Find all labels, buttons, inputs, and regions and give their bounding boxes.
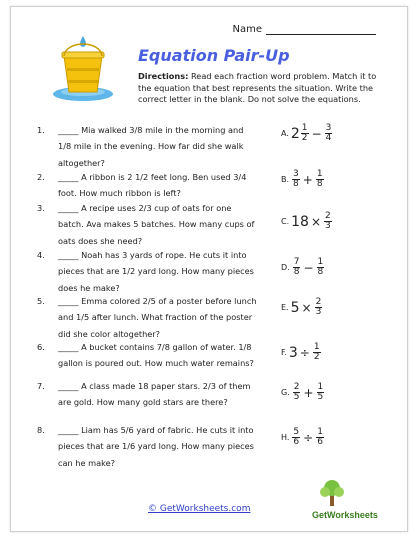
bucket-water-icon bbox=[48, 34, 118, 104]
option-e-fraction: $\frac{2}{3}$ bbox=[315, 297, 322, 317]
option-d-fraction-1: $\frac{7}{8}$ bbox=[293, 257, 300, 277]
option-a: A. 2 $\frac{1}{2}$ − $\frac{3}{4}$ bbox=[281, 123, 332, 143]
option-f: F. 3 ÷ $\frac{1}{2}$ bbox=[281, 342, 320, 362]
option-e: E. 5 × $\frac{2}{3}$ bbox=[281, 297, 322, 317]
option-g: G. $\frac{2}{5}$ + $\frac{1}{5}$ bbox=[281, 382, 324, 402]
question-8: 8. _____ Liam has 5/6 yard of fabric. He cuts it into pieces that are 1/6 yard long. How many pieces can he make? bbox=[37, 425, 254, 468]
option-a-whole: 2 bbox=[290, 125, 300, 142]
name-blank-line[interactable] bbox=[266, 24, 376, 35]
option-a-fraction-2: $\frac{3}{4}$ bbox=[325, 123, 332, 143]
option-h: H. $\frac{5}{6}$ ÷ $\frac{1}{6}$ bbox=[281, 427, 323, 447]
option-g-fraction-1: $\frac{2}{5}$ bbox=[293, 382, 300, 402]
directions-lead: Directions: bbox=[138, 71, 189, 81]
footer-link[interactable]: © GetWorksheets.com bbox=[148, 504, 251, 514]
option-a-fraction-1: $\frac{1}{2}$ bbox=[301, 123, 308, 143]
question-7: 7. _____ A class made 18 paper stars. 2/3 of them are gold. How many gold stars are there? bbox=[37, 381, 251, 408]
question-1: 1. _____ Mia walked 3/8 mile in the morning and 1/8 mile in the evening. How far did she walk altogether? bbox=[37, 125, 244, 168]
option-h-fraction-1: $\frac{5}{6}$ bbox=[293, 427, 300, 447]
directions bbox=[138, 71, 388, 106]
page-title: Equation Pair-Up bbox=[138, 46, 290, 65]
option-b-fraction-1: $\frac{3}{8}$ bbox=[293, 169, 299, 189]
option-c: C. 18 × $\frac{2}{3}$ bbox=[281, 211, 331, 231]
name-label: Name bbox=[232, 24, 262, 35]
option-d: D. $\frac{7}{8}$ − $\frac{1}{8}$ bbox=[281, 257, 324, 277]
question-3: 3. _____ A recipe uses 2/3 cup of oats for one batch. Ava makes 5 batches. How many cups of oats does she need? bbox=[37, 203, 255, 246]
option-c-fraction: $\frac{2}{3}$ bbox=[325, 211, 331, 231]
option-h-fraction-2: $\frac{1}{6}$ bbox=[317, 427, 323, 447]
option-b-fraction-2: $\frac{1}{8}$ bbox=[316, 169, 323, 189]
question-2: 2. _____ A ribbon is 2 1/2 feet long. Ben used 3/4 foot. How much ribbon is left? bbox=[37, 172, 247, 199]
option-b: B. $\frac{3}{8}$ + $\frac{1}{8}$ bbox=[281, 169, 323, 189]
option-f-fraction: $\frac{1}{2}$ bbox=[313, 342, 320, 362]
question-4: 4. _____ Noah has 3 yards of rope. He cuts it into pieces that are 1/2 yard long. How many pieces does he make? bbox=[37, 250, 254, 293]
question-5: 5. _____ Emma colored 2/5 of a poster before lunch and 1/5 after lunch. What fraction of the poster did she color altogether? bbox=[37, 296, 257, 339]
option-g-fraction-2: $\frac{1}{5}$ bbox=[317, 382, 324, 402]
name-field bbox=[232, 24, 376, 35]
option-d-fraction-2: $\frac{1}{8}$ bbox=[317, 257, 324, 277]
brand-text: GetWorksheets bbox=[312, 510, 378, 520]
getworksheets-logo bbox=[312, 480, 388, 524]
directions-text: Read each fraction word problem. Match it to the equation that best represents the situation. Write the correct letter in the blank. Do not solve the equations. bbox=[138, 71, 377, 104]
question-6: 6. _____ A bucket contains 7/8 gallon of water. 1/8 gallon is poured out. How much water remains? bbox=[37, 342, 254, 369]
